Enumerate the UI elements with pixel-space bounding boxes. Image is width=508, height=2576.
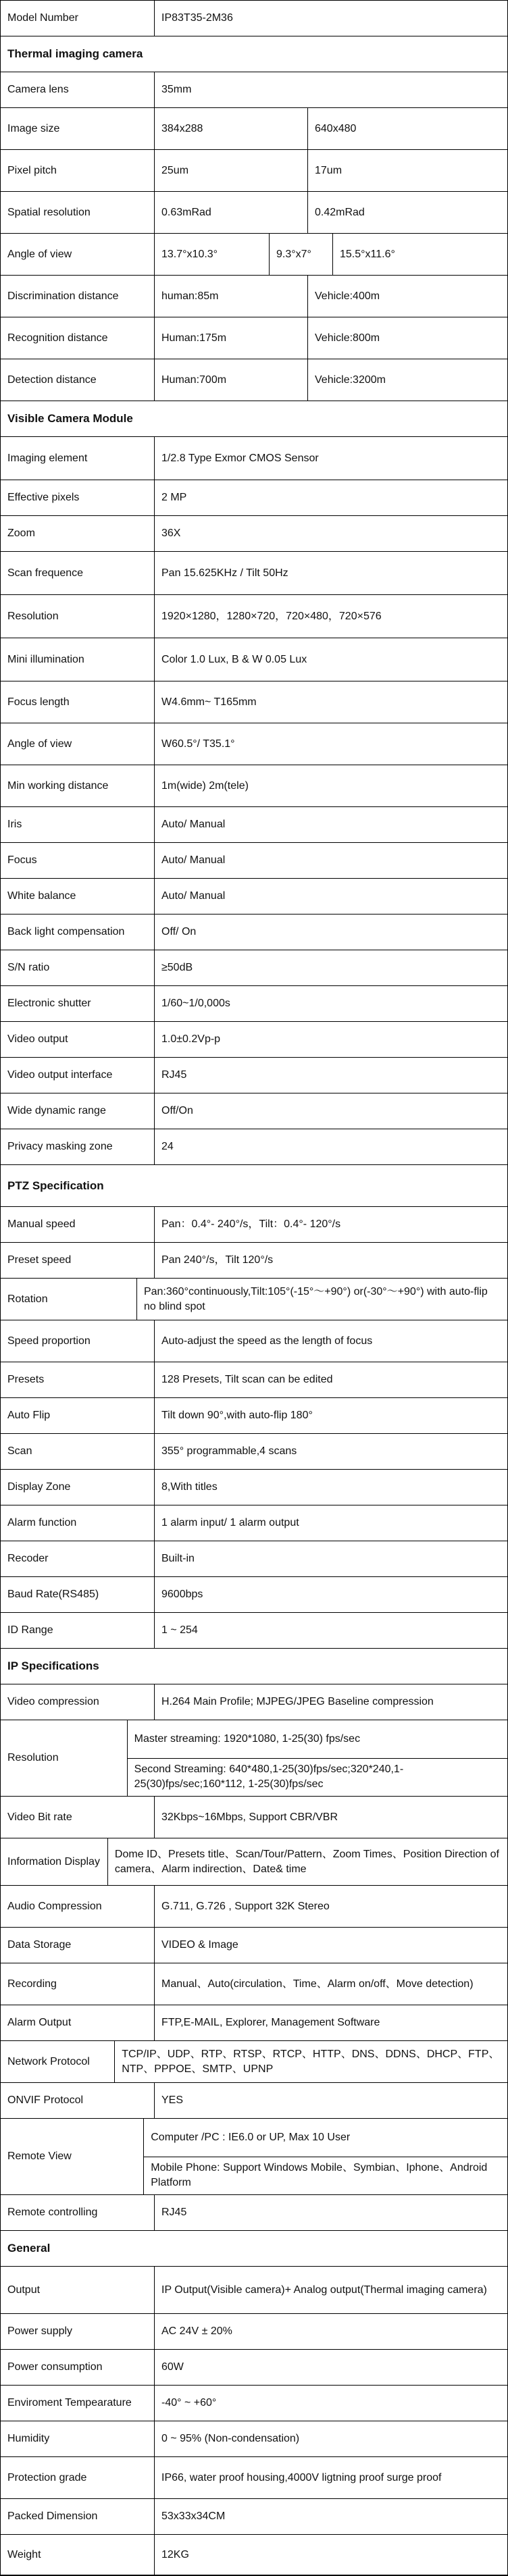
spec-label: Recording <box>1 1963 155 2005</box>
spec-label: Resolution <box>1 595 155 638</box>
spec-label: Focus <box>1 843 155 878</box>
spec-label: Display Zone <box>1 1470 155 1505</box>
spec-row-id-range <box>1 1613 507 1649</box>
spec-row-packed-dimension <box>1 2499 507 2535</box>
spec-row-data-storage <box>1 1928 507 1963</box>
spec-value: Tilt down 90°,with auto-flip 180° <box>161 1410 313 1421</box>
spec-label: S/N ratio <box>1 950 155 985</box>
spec-value-group <box>144 2119 507 2194</box>
spec-label: Humidity <box>1 2421 155 2456</box>
spec-value: IP83T35-2M36 <box>161 12 233 24</box>
spec-label: Baud Rate(RS485) <box>1 1577 155 1612</box>
spec-value: 32Kbps~16Mbps, Support CBR/VBR <box>161 1811 338 1823</box>
spec-label: Weight <box>1 2535 155 2575</box>
spec-label: Spatial resolution <box>1 192 155 233</box>
spec-value: 8,With titles <box>161 1481 218 1493</box>
spec-row-angle-of-view <box>1 723 507 765</box>
spec-value: YES <box>161 2094 184 2106</box>
spec-row-recoder <box>1 1541 507 1577</box>
spec-row-resolution <box>1 1720 507 1797</box>
spec-row-protection-grade <box>1 2457 507 2499</box>
spec-value: 60W <box>161 2361 184 2373</box>
spec-value: AC 24V ± 20% <box>161 2325 232 2337</box>
spec-label: Preset speed <box>1 1243 155 1278</box>
spec-label: Presets <box>1 1362 155 1397</box>
spec-row-scan <box>1 1434 507 1470</box>
spec-value: Master streaming: 1920*1080, 1-25(30) fps/sec <box>128 1720 507 1759</box>
spec-value: W60.5°/ T35.1° <box>161 738 235 750</box>
spec-label: Manual speed <box>1 1207 155 1242</box>
spec-value: 9600bps <box>161 1589 203 1600</box>
spec-value: 25um <box>161 164 189 176</box>
section-header-general <box>1 2231 507 2267</box>
spec-value: Pan:360°continuously,Tilt:105°(-15°～+90°) or(-30°～+90°) with auto-flip no blind spot <box>143 1285 488 1312</box>
spec-value: Auto-adjust the speed as the length of focus <box>161 1335 373 1347</box>
spec-label: Scan frequence <box>1 552 155 594</box>
spec-row-remote-view <box>1 2119 507 2195</box>
spec-row-back-light-compensation <box>1 915 507 950</box>
spec-row-auto-flip <box>1 1398 507 1434</box>
spec-row-effective-pixels <box>1 480 507 516</box>
spec-row-remote-controlling <box>1 2195 507 2231</box>
spec-value: Auto/ Manual <box>161 819 226 830</box>
spec-row-network-protocol <box>1 2041 507 2083</box>
spec-row-privacy-masking-zone <box>1 1129 507 1165</box>
spec-row-recognition-distance <box>1 317 507 359</box>
spec-label: Back light compensation <box>1 915 155 950</box>
spec-value-group <box>128 1720 507 1796</box>
spec-label: Model Number <box>1 1 155 36</box>
spec-label: Video output interface <box>1 1058 155 1093</box>
spec-row-angle-of-view <box>1 234 507 276</box>
spec-row-information-display <box>1 1838 507 1886</box>
spec-row-resolution <box>1 595 507 638</box>
section-header-thermal-imaging-camera <box>1 36 507 72</box>
spec-label: Recognition distance <box>1 317 155 359</box>
spec-row-alarm-output <box>1 2005 507 2041</box>
spec-label: Remote controlling <box>1 2195 155 2230</box>
spec-value: Dome ID、Presets title、Scan/Tour/Pattern、Zoom Times、Position Direction of camera、Alarm indirection、Date& time <box>114 1848 499 1875</box>
spec-value: Human:175m <box>161 332 227 344</box>
spec-label: Network Protocol <box>1 2041 115 2082</box>
spec-row-display-zone <box>1 1470 507 1505</box>
spec-row-rotation <box>1 1279 507 1320</box>
spec-value: 9.3°x7° <box>269 234 332 275</box>
spec-label: Min working distance <box>1 765 155 806</box>
spec-label: Scan <box>1 1434 155 1469</box>
spec-row-presets <box>1 1362 507 1398</box>
spec-row-detection-distance <box>1 359 507 401</box>
spec-label: Detection distance <box>1 359 155 401</box>
spec-row-video-compression <box>1 1684 507 1720</box>
spec-value: 0 ~ 95% (Non-condensation) <box>161 2433 300 2444</box>
spec-row-output <box>1 2267 507 2314</box>
spec-label: Pixel pitch <box>1 150 155 191</box>
spec-row-camera-lens <box>1 72 507 108</box>
spec-label: Electronic shutter <box>1 986 155 1021</box>
spec-value: 640x480 <box>307 108 507 149</box>
spec-row-video-bit-rate <box>1 1797 507 1838</box>
spec-row-model-number <box>1 1 507 36</box>
spec-value: Manual、Auto(circulation、Time、Alarm on/off、Move detection) <box>161 1978 474 1990</box>
spec-label: Zoom <box>1 516 155 551</box>
spec-label: White balance <box>1 879 155 914</box>
section-header-ip-specifications <box>1 1649 507 1684</box>
spec-row-white-balance <box>1 879 507 915</box>
spec-value: 15.5°x11.6° <box>332 234 507 275</box>
spec-value: 36X <box>161 527 181 539</box>
spec-value: Mobile Phone: Support Windows Mobile、Symbian、Iphone、Android Platform <box>151 2162 488 2189</box>
spec-row-image-size <box>1 108 507 150</box>
spec-value: Color 1.0 Lux, B & W 0.05 Lux <box>161 653 307 665</box>
spec-label: Information Display <box>1 1838 108 1885</box>
spec-row-imaging-element <box>1 437 507 480</box>
section-title: Visible Camera Module <box>7 412 133 425</box>
spec-value: 0.63mRad <box>161 206 211 218</box>
spec-value: W4.6mm~ T165mm <box>161 696 257 708</box>
spec-value: 1/2.8 Type Exmor CMOS Sensor <box>161 452 319 464</box>
spec-label: Output <box>1 2267 155 2313</box>
spec-row-focus <box>1 843 507 879</box>
spec-row-audio-compression <box>1 1886 507 1928</box>
spec-label: Image size <box>1 108 155 149</box>
spec-value: Vehicle:400m <box>307 276 507 317</box>
spec-label: Video compression <box>1 1684 155 1720</box>
spec-value: 384x288 <box>161 122 203 134</box>
spec-label: ONVIF Protocol <box>1 2083 155 2118</box>
spec-row-electronic-shutter <box>1 986 507 1022</box>
spec-label: Power supply <box>1 2314 155 2349</box>
spec-row-humidity <box>1 2421 507 2457</box>
spec-value: 1/60~1/0,000s <box>161 998 230 1009</box>
spec-label: Discrimination distance <box>1 276 155 317</box>
spec-value: 0.42mRad <box>307 192 507 233</box>
spec-row-s-n-ratio <box>1 950 507 986</box>
spec-label: Camera lens <box>1 72 155 107</box>
section-title: General <box>7 2242 51 2255</box>
spec-label: Video output <box>1 1022 155 1057</box>
spec-label: Speed proportion <box>1 1320 155 1362</box>
spec-value: Pan：0.4°- 240°/s，Tilt：0.4°- 120°/s <box>161 1218 341 1230</box>
spec-value: Human:700m <box>161 373 227 386</box>
spec-label: Protection grade <box>1 2457 155 2498</box>
spec-label: Auto Flip <box>1 1398 155 1433</box>
spec-label: Wide dynamic range <box>1 1093 155 1129</box>
spec-row-enviroment-tempearature <box>1 2386 507 2421</box>
spec-value: 13.7°x10.3° <box>161 248 218 260</box>
spec-value: H.264 Main Profile; MJPEG/JPEG Baseline compression <box>161 1696 434 1707</box>
spec-value: Auto/ Manual <box>161 890 226 902</box>
spec-value: 12KG <box>161 2548 189 2560</box>
spec-row-power-consumption <box>1 2350 507 2386</box>
spec-label: Effective pixels <box>1 480 155 515</box>
section-title: Thermal imaging camera <box>7 47 143 60</box>
spec-label: Alarm function <box>1 1505 155 1541</box>
spec-value: 53x33x34CM <box>161 2510 226 2522</box>
spec-row-manual-speed <box>1 1207 507 1243</box>
section-header-visible-camera-module <box>1 401 507 437</box>
spec-value: FTP,E-MAIL, Explorer, Management Software <box>161 2017 380 2028</box>
spec-label: Focus length <box>1 681 155 723</box>
spec-row-video-output-interface <box>1 1058 507 1093</box>
spec-label: Resolution <box>1 1720 128 1796</box>
spec-value: 35mm <box>161 84 192 95</box>
spec-label: Data Storage <box>1 1928 155 1963</box>
spec-row-spatial-resolution <box>1 192 507 234</box>
spec-value: ≥50dB <box>161 962 193 973</box>
spec-value: RJ45 <box>161 1069 187 1081</box>
section-title: IP Specifications <box>7 1659 99 1672</box>
section-header-ptz-specification <box>1 1165 507 1207</box>
spec-value: VIDEO & Image <box>161 1939 238 1951</box>
spec-value: 17um <box>307 150 507 191</box>
spec-value: 128 Presets, Tilt scan can be edited <box>161 1374 333 1385</box>
spec-row-weight <box>1 2535 507 2575</box>
spec-row-iris <box>1 807 507 843</box>
spec-value: Built-in <box>161 1553 195 1564</box>
spec-row-wide-dynamic-range <box>1 1093 507 1129</box>
spec-row-discrimination-distance <box>1 276 507 317</box>
spec-row-onvif-protocol <box>1 2083 507 2119</box>
spec-value: 1.0±0.2Vp-p <box>161 1033 221 1045</box>
spec-label: Enviroment Tempearature <box>1 2386 155 2421</box>
spec-value: 1920×1280，1280×720，720×480，720×576 <box>161 610 382 622</box>
spec-label: Iris <box>1 807 155 842</box>
spec-value: Vehicle:3200m <box>307 359 507 401</box>
spec-row-focus-length <box>1 681 507 723</box>
spec-label: Packed Dimension <box>1 2499 155 2534</box>
spec-value: Vehicle:800m <box>307 317 507 359</box>
spec-label: Recoder <box>1 1541 155 1576</box>
spec-row-recording <box>1 1963 507 2005</box>
spec-row-scan-frequence <box>1 552 507 595</box>
spec-value: TCP/IP、UDP、RTP、RTSP、RTCP、HTTP、DNS、DDNS、DHCP、FTP、NTP、PPPOE、SMTP、UPNP <box>122 2048 500 2075</box>
spec-value: 2 MP <box>161 492 187 503</box>
spec-value: 355° programmable,4 scans <box>161 1445 297 1457</box>
spec-value: Second Streaming: 640*480,1-25(30)fps/sec;320*240,1-25(30)fps/sec;160*112, 1-25(30)fps/sec <box>134 1763 404 1791</box>
spec-row-preset-speed <box>1 1243 507 1279</box>
spec-value: Off/ On <box>161 926 197 937</box>
spec-row-min-working-distance <box>1 765 507 807</box>
spec-value: Off/On <box>161 1105 193 1116</box>
spec-row-mini-illumination <box>1 638 507 681</box>
spec-value: G.711, G.726 , Support 32K Stereo <box>161 1900 330 1912</box>
spec-value: -40° ~ +60° <box>161 2397 217 2408</box>
spec-value: Pan 15.625KHz / Tilt 50Hz <box>161 567 288 579</box>
spec-row-speed-proportion <box>1 1320 507 1362</box>
spec-label: Angle of view <box>1 723 155 765</box>
spec-value: Computer /PC : IE6.0 or UP, Max 10 User <box>144 2119 507 2157</box>
spec-row-pixel-pitch <box>1 150 507 192</box>
spec-value: Auto/ Manual <box>161 854 226 866</box>
spec-label: Mini illumination <box>1 638 155 681</box>
spec-value: IP66, water proof housing,4000V ligtning proof surge proof <box>161 2471 442 2483</box>
spec-label: Power consumption <box>1 2350 155 2385</box>
spec-row-video-output <box>1 1022 507 1058</box>
spec-row-baud-rate-rs485 <box>1 1577 507 1613</box>
spec-value: 1m(wide) 2m(tele) <box>161 779 249 792</box>
spec-label: ID Range <box>1 1613 155 1648</box>
spec-label: Angle of view <box>1 234 155 275</box>
spec-value: 1 ~ 254 <box>161 1624 198 1636</box>
spec-value: human:85m <box>161 290 219 302</box>
spec-label: Rotation <box>1 1279 137 1320</box>
section-title: PTZ Specification <box>7 1179 104 1192</box>
spec-label: Alarm Output <box>1 2005 155 2040</box>
spec-value: IP Output(Visible camera)+ Analog output(Thermal imaging camera) <box>161 2284 487 2296</box>
spec-value: 24 <box>161 1141 174 1152</box>
spec-value: Pan 240°/s，Tilt 120°/s <box>161 1254 274 1266</box>
spec-label: Privacy masking zone <box>1 1129 155 1164</box>
spec-label: Imaging element <box>1 437 155 480</box>
spec-value: 1 alarm input/ 1 alarm output <box>161 1517 299 1528</box>
spec-value: RJ45 <box>161 2207 187 2218</box>
spec-label: Video Bit rate <box>1 1797 155 1838</box>
spec-label: Remote View <box>1 2119 144 2194</box>
spec-row-alarm-function <box>1 1505 507 1541</box>
spec-label: Audio Compression <box>1 1886 155 1927</box>
spec-row-zoom <box>1 516 507 552</box>
spec-row-power-supply <box>1 2314 507 2350</box>
